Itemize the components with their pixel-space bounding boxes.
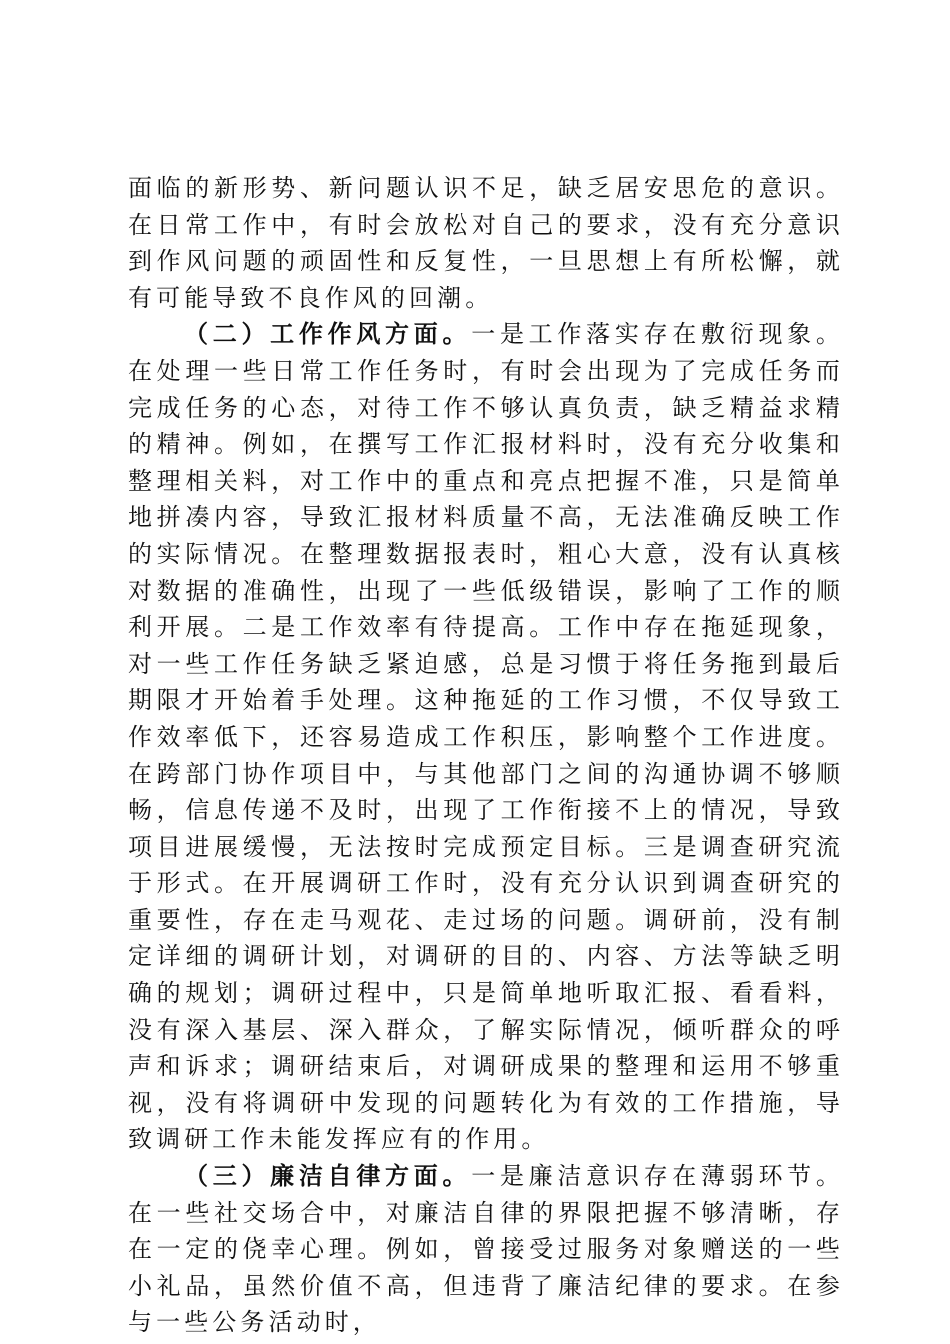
paragraph-text: 面临的新形势、新问题认识不足，缺乏居安思危的意识。在日常工作中，有时会放松对自己的要求，没有充分意识到作风问题的顽固性和反复性，一旦思想上有所松懈，就有可能导致不良作风的回潮。	[128, 174, 844, 312]
paragraph-continuation	[128, 170, 844, 316]
paragraph-text: 一是廉洁意识存在薄弱环节。在一些社交场合中，对廉洁自律的界限把握不够清晰，存在一定的侥幸心理。例如，曾接受过服务对象赠送的一些小礼品，虽然价值不高，但违背了廉洁纪律的要求。在参与一些公务活动时，	[128, 1162, 844, 1337]
paragraph-work-style	[128, 316, 844, 1158]
paragraph-integrity	[128, 1158, 844, 1341]
document-body	[128, 170, 844, 1341]
section-heading-integrity: （三）廉洁自律方面。	[184, 1161, 472, 1191]
section-heading-work-style: （二）工作作风方面。	[184, 319, 472, 349]
paragraph-text: 一是工作落实存在敷衍现象。在处理一些日常工作任务时，有时会出现为了完成任务而完成任务的心态，对待工作不够认真负责，缺乏精益求精的精神。例如，在撰写工作汇报材料时，没有充分收集和整理相关料，对工作中的重点和亮点把握不准，只是简单地拼凑内容，导致汇报材料质量不高，无法准确反映工作的实际情况。在整理数据报表时，粗心大意，没有认真核对数据的准确性，出现了一些低级错误，影响了工作的顺利开展。二是工作效率有待提高。工作中存在拖延现象，对一些工作任务缺乏紧迫感，总是习惯于将任务拖到最后期限才开始着手处理。这种拖延的工作习惯，不仅导致工作效率低下，还容易造成工作积压，影响整个工作进度。在跨部门协作项目中，与其他部门之间的沟通协调不够顺畅，信息传递不及时，出现了工作衔接不上的情况，导致项目进展缓慢，无法按时完成预定目标。三是调查研究流于形式。在开展调研工作时，没有充分认识到调查研究的重要性，存在走马观花、走过场的问题。调研前，没有制定详细的调研计划，对调研的目的、内容、方法等缺乏明确的规划；调研过程中，只是简单地听取汇报、看看料，没有深入基层、深入群众，了解实际情况，倾听群众的呼声和诉求；调研结束后，对调研成果的整理和运用不够重视，没有将调研中发现的问题转化为有效的工作措施，导致调研工作未能发挥应有的作用。	[128, 320, 844, 1154]
